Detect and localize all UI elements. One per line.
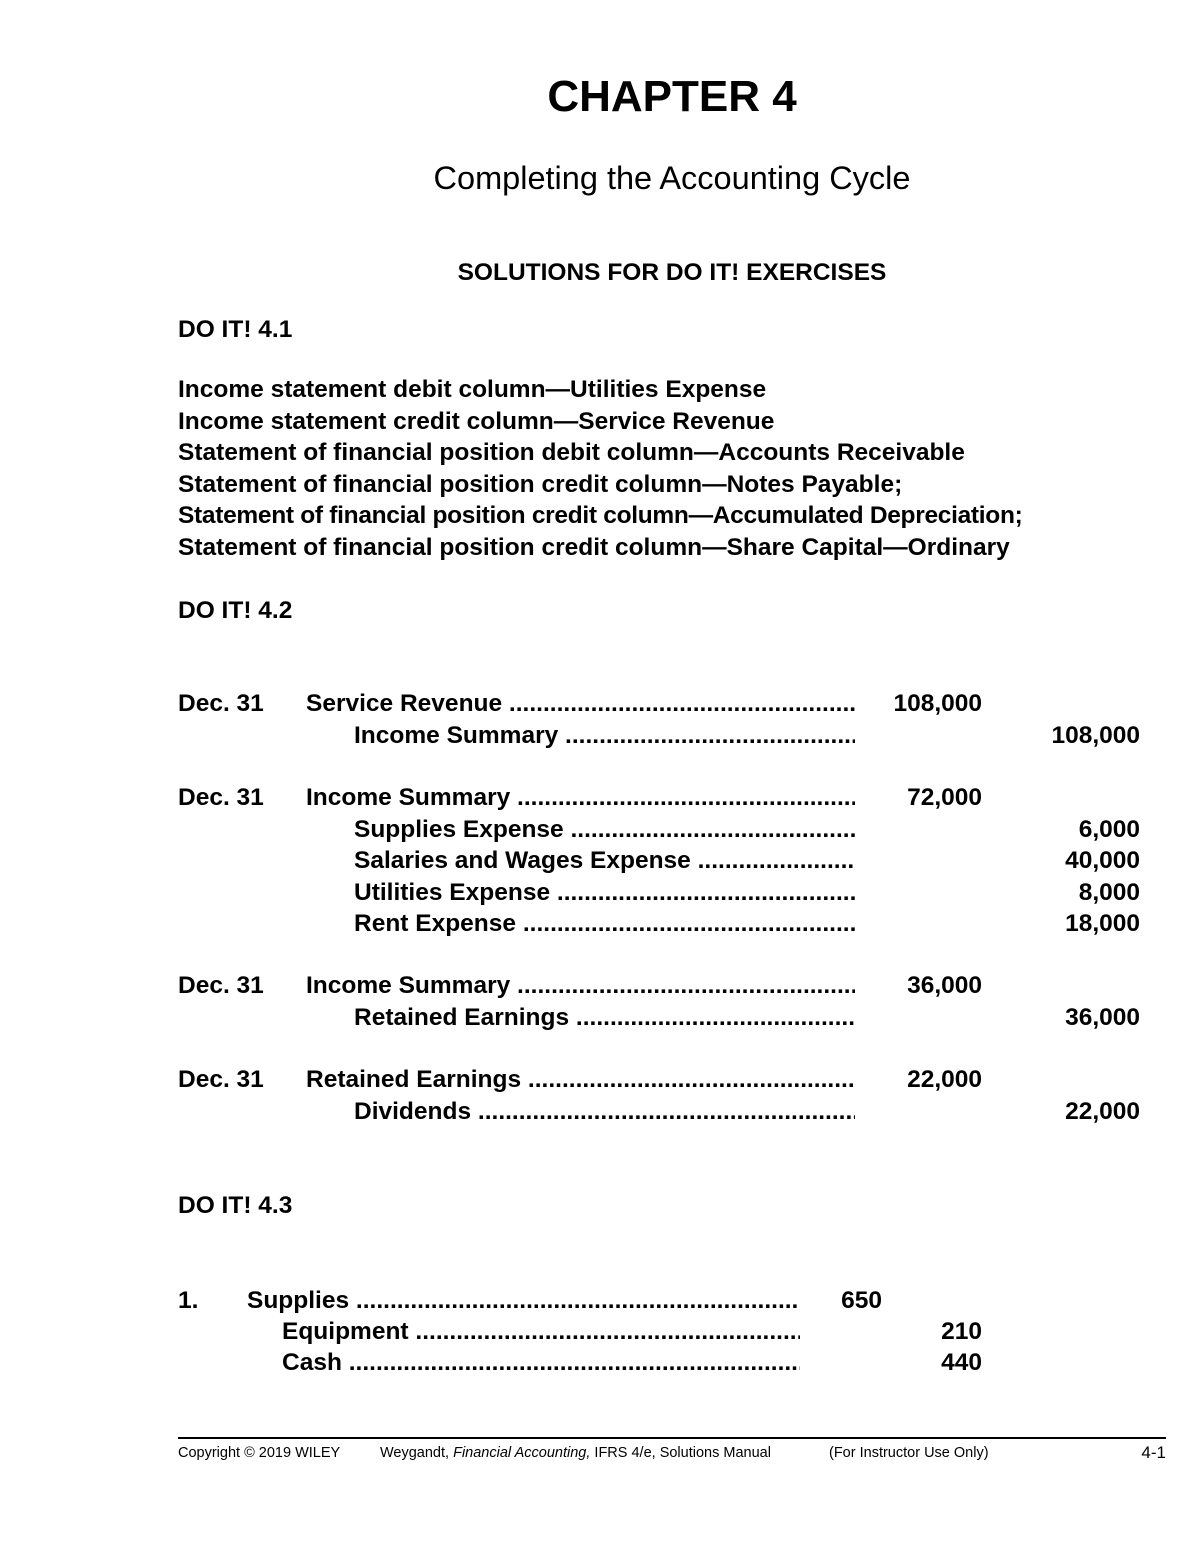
entry-date: Dec. 31 <box>178 784 264 811</box>
debit-account: Service Revenue ..... <box>306 688 855 720</box>
doit-4-1-line: Statement of financial position credit column—Notes Payable; <box>178 470 903 498</box>
doit-4-1-line: Statement of financial position debit column—Accounts Receivable <box>178 439 965 466</box>
entry-date: Dec. 31 <box>178 690 264 717</box>
debit-amount: 22,000 <box>907 1066 982 1093</box>
footer-copyright: Copyright © 2019 WILEY <box>178 1445 341 1461</box>
footer-author: Weygandt, <box>380 1445 450 1461</box>
page-number: 4-1 <box>1141 1443 1166 1462</box>
debit-account: Supplies ..... <box>247 1285 800 1317</box>
footer-note: (For Instructor Use Only) <box>829 1445 989 1461</box>
credit-amount: 6,000 <box>1078 815 1140 843</box>
debit-account: Income Summary ..... <box>306 970 855 1002</box>
chapter-subtitle: Completing the Accounting Cycle <box>433 160 911 196</box>
credit-amount: 210 <box>941 1318 982 1345</box>
footer-edition: IFRS 4/e, Solutions Manual <box>594 1445 771 1461</box>
item-number: 1. <box>178 1287 199 1314</box>
credit-amount: 22,000 <box>1065 1097 1140 1125</box>
doit-4-1-line: Income statement debit column—Utilities Expense <box>178 376 767 403</box>
doit-4-3-heading: DO IT! 4.3 <box>178 1192 293 1219</box>
credit-amount: 108,000 <box>1051 721 1140 749</box>
credit-account: Supplies Expense ..... <box>354 814 855 846</box>
debit-account: Income Summary ..... <box>306 782 855 814</box>
credit-account: Utilities Expense ..... <box>354 877 855 909</box>
entry-date: Dec. 31 <box>178 1066 264 1093</box>
credit-account: Income Summary ..... <box>354 720 855 752</box>
doit-4-1-heading: DO IT! 4.1 <box>178 316 293 343</box>
doit-4-1-line: Statement of financial position credit column—Share Capital—Ordinary <box>178 533 1010 561</box>
debit-amount: 650 <box>841 1287 882 1314</box>
doit-4-1-line: Statement of financial position credit column—Accumulated Depreciation; <box>178 502 1023 529</box>
debit-amount: 36,000 <box>907 972 982 999</box>
debit-amount: 72,000 <box>907 784 982 811</box>
credit-account: Rent Expense ..... <box>354 908 855 940</box>
credit-account: Cash ..... <box>282 1347 800 1379</box>
credit-account: Dividends ..... <box>354 1096 855 1128</box>
credit-amount: 36,000 <box>1065 1004 1140 1031</box>
credit-account: Salaries and Wages Expense ..... <box>354 845 855 877</box>
doit-4-1-line: Income statement credit column—Service Revenue <box>178 407 775 435</box>
footer-citation <box>380 1445 771 1461</box>
credit-amount: 18,000 <box>1065 910 1140 937</box>
credit-account: Retained Earnings ..... <box>354 1002 855 1034</box>
credit-amount: 440 <box>941 1349 982 1376</box>
doit-4-2-heading: DO IT! 4.2 <box>178 597 293 624</box>
entry-date: Dec. 31 <box>178 972 264 999</box>
debit-amount: 108,000 <box>893 690 982 717</box>
footer-book-title: Financial Accounting, <box>453 1445 591 1461</box>
credit-amount: 8,000 <box>1078 878 1140 906</box>
chapter-title: CHAPTER 4 <box>547 72 797 121</box>
footer-rule <box>178 1437 1166 1439</box>
section-heading: SOLUTIONS FOR DO IT! EXERCISES <box>457 259 887 286</box>
credit-account: Equipment ..... <box>282 1316 800 1348</box>
debit-account: Retained Earnings ..... <box>306 1064 855 1096</box>
credit-amount: 40,000 <box>1065 847 1140 874</box>
